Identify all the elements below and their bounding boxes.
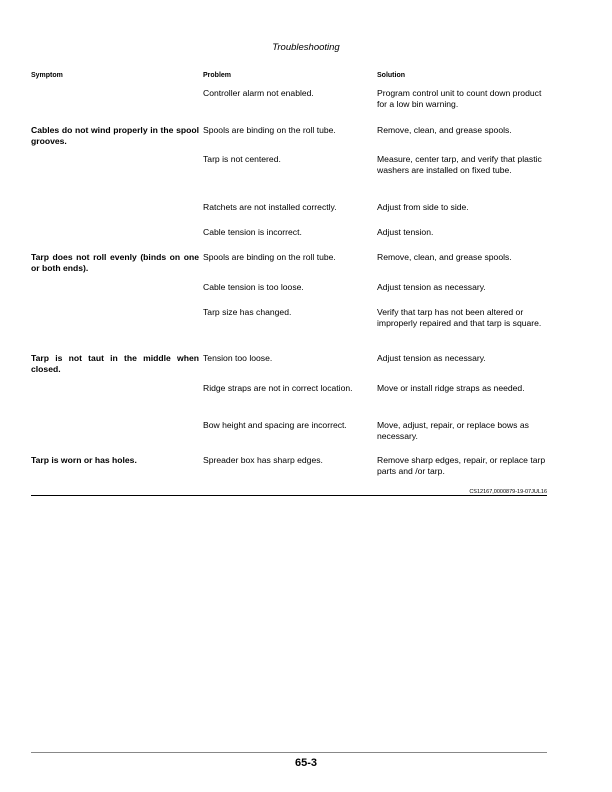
solution-cell: Adjust tension as necessary. [377,282,486,292]
problem-cell: Cable tension is too loose. [203,282,304,292]
problem-cell: Tarp is not centered. [203,154,281,164]
problem-cell: Tension too loose. [203,353,273,363]
problem-cell: Ridge straps are not in correct location. [203,383,353,393]
symptom-cell: Tarp does not roll evenly (binds on one or both ends). [31,252,199,273]
table-bottom-divider [31,495,547,496]
solution-cell: Move, adjust, repair, or replace bows as necessary. [377,420,529,441]
column-header-solution: Solution [377,72,405,79]
solution-cell: Measure, center tarp, and verify that plastic washers are installed on fixed tube. [377,154,542,175]
problem-cell: Spools are binding on the roll tube. [203,125,336,135]
solution-cell: Adjust tension as necessary. [377,353,486,363]
solution-cell: Verify that tarp has not been altered or improperly repaired and that tarp is square. [377,307,542,328]
symptom-cell: Tarp is worn or has holes. [31,455,137,465]
page-header-title: Troubleshooting [272,42,340,53]
solution-cell: Adjust from side to side. [377,202,469,212]
solution-cell: Move or install ridge straps as needed. [377,383,525,393]
column-header-symptom: Symptom [31,72,63,79]
problem-cell: Bow height and spacing are incorrect. [203,420,347,430]
document-reference-code: CS12167,0000879-19-07JUL16 [469,489,547,495]
symptom-cell: Tarp is not taut in the middle when closed. [31,353,199,374]
solution-cell: Remove, clean, and grease spools. [377,125,512,135]
problem-cell: Spreader box has sharp edges. [203,455,323,465]
problem-cell: Cable tension is incorrect. [203,227,302,237]
problem-cell: Controller alarm not enabled. [203,88,314,98]
solution-cell: Program control unit to count down product for a low bin warning. [377,88,542,109]
symptom-cell: Cables do not wind properly in the spool grooves. [31,125,199,146]
solution-cell: Remove sharp edges, repair, or replace tarp parts and /or tarp. [377,455,546,476]
page-number: 65-3 [294,757,318,769]
column-header-problem: Problem [203,72,232,79]
solution-cell: Adjust tension. [377,227,434,237]
solution-cell: Remove, clean, and grease spools. [377,252,512,262]
problem-cell: Tarp size has changed. [203,307,292,317]
problem-cell: Spools are binding on the roll tube. [203,252,336,262]
footer-divider [31,752,547,753]
problem-cell: Ratchets are not installed correctly. [203,202,337,212]
